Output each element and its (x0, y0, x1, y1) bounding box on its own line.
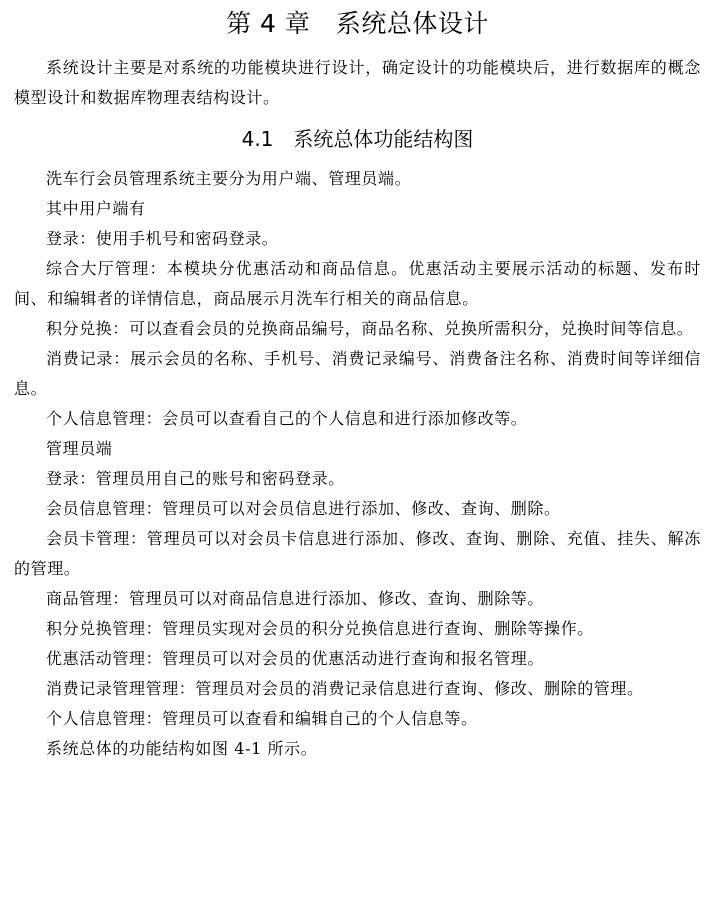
chapter-title: 第 4 章 系统总体设计 (226, 9, 489, 38)
paragraph-user-points: 积分兑换：可以查看会员的兑换商品编号，商品名称、兑换所需积分，兑换时间等信息。 (46, 319, 694, 338)
paragraph-user-hall: 综合大厅管理：本模块分优惠活动和商品信息。优惠活动主要展示活动的标题、发布时间、和编辑者的详情信息，商品展示月洗车行相关的商品信息。 (14, 259, 701, 308)
paragraph-admin-login: 登录：管理员用自己的账号和密码登录。 (46, 469, 345, 488)
paragraph-admin-member-info: 会员信息管理：管理员可以对会员信息进行添加、修改、查询、删除。 (46, 499, 561, 518)
paragraph-figure-reference: 系统总体的功能结构如图 4-1 所示。 (46, 739, 318, 758)
section-title: 4.1 系统总体功能结构图 (241, 127, 474, 151)
paragraph-user-side-heading: 其中用户端有 (46, 199, 146, 218)
paragraph-user-login: 登录：使用手机号和密码登录。 (46, 229, 279, 248)
paragraph-admin-consumption: 消费记录管理管理：管理员对会员的消费记录信息进行查询、修改、删除的管理。 (46, 679, 644, 698)
body-paragraphs (14, 164, 701, 764)
paragraph-admin-promotions: 优惠活动管理：管理员可以对会员的优惠活动进行查询和报名管理。 (46, 649, 545, 668)
paragraph-user-profile: 个人信息管理：会员可以查看自己的个人信息和进行添加修改等。 (46, 409, 528, 428)
paragraph-system-overview: 洗车行会员管理系统主要分为用户端、管理员端。 (46, 169, 412, 188)
paragraph-admin-profile: 个人信息管理：管理员可以查看和编辑自己的个人信息等。 (46, 709, 478, 728)
paragraph-admin-side-heading: 管理员端 (46, 439, 113, 458)
paragraph-admin-points: 积分兑换管理：管理员实现对会员的积分兑换信息进行查询、删除等操作。 (46, 619, 594, 638)
paragraph-user-consumption: 消费记录：展示会员的名称、手机号、消费记录编号、消费备注名称、消费时间等详细信息。 (14, 349, 701, 398)
paragraph-admin-goods: 商品管理：管理员可以对商品信息进行添加、修改、查询、删除等。 (46, 589, 545, 608)
intro-paragraph: 系统设计主要是对系统的功能模块进行设计，确定设计的功能模块后，进行数据库的概念模型设计和数据库物理表结构设计。 (14, 58, 701, 107)
paragraph-admin-member-card: 会员卡管理：管理员可以对会员卡信息进行添加、修改、查询、删除、充值、挂失、解冻的管理。 (14, 529, 701, 578)
